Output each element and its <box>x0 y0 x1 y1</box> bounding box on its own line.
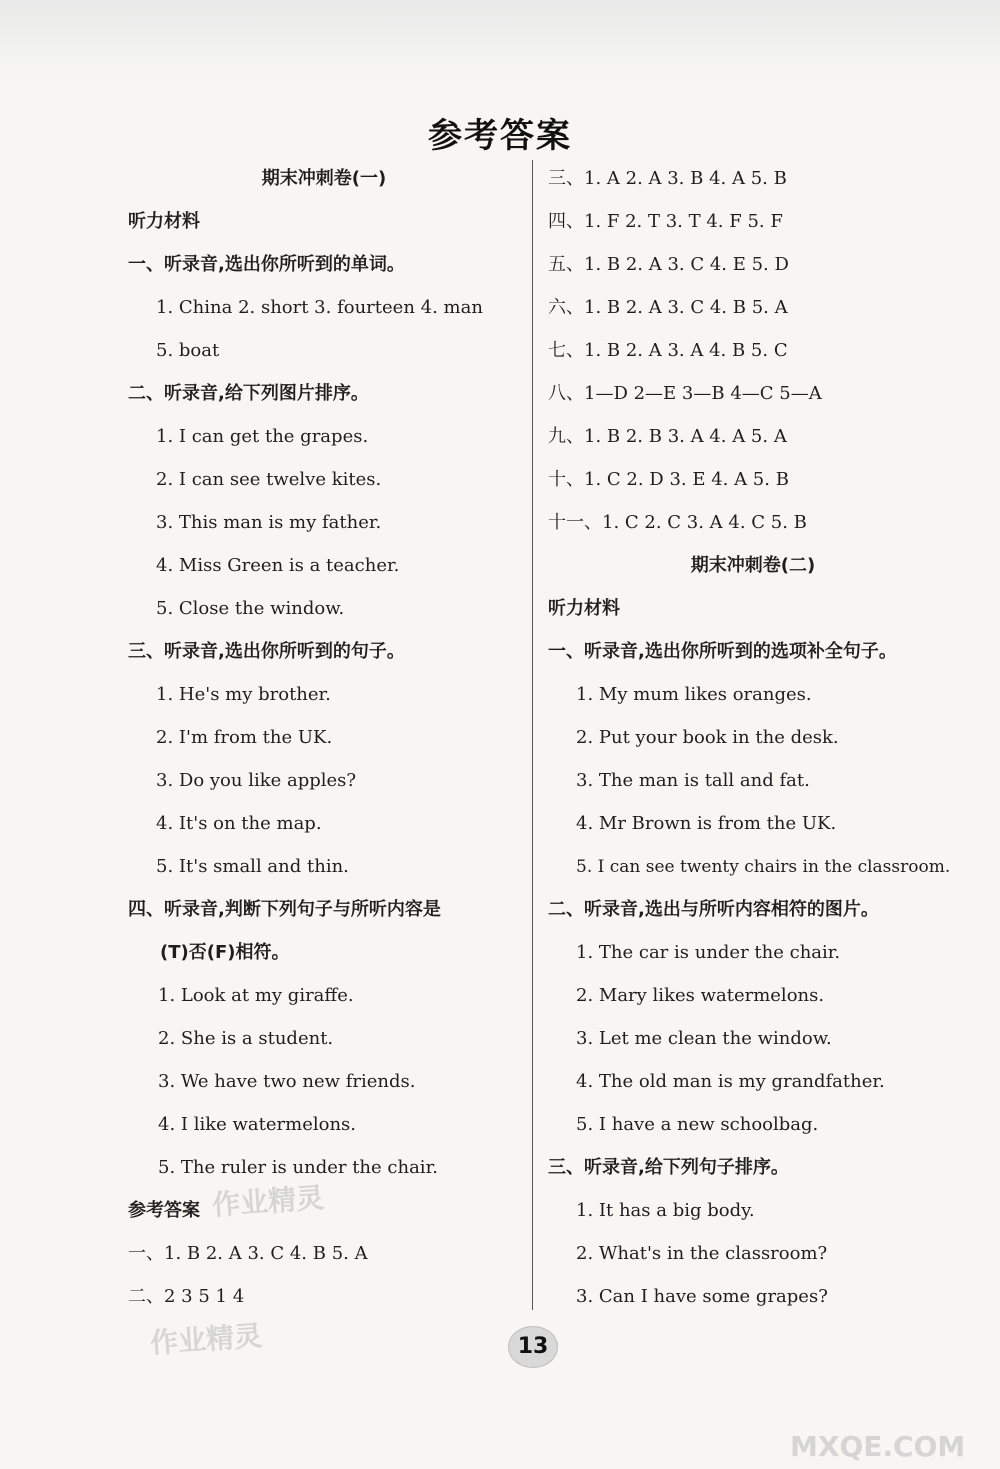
heading-listening: 听力材料 <box>128 211 200 232</box>
answer-line: 2. I can see twelve kites. <box>156 469 382 490</box>
answer-line: 3. Let me clean the window. <box>576 1028 832 1049</box>
answer-line: 1. China 2. short 3. fourteen 4. man <box>156 297 483 318</box>
answer-line: 1. The car is under the chair. <box>576 942 841 963</box>
section-title-1: 期末冲刺卷(一) <box>261 168 387 189</box>
answer-line: 十一、1. C 2. C 3. A 4. C 5. B <box>548 512 807 533</box>
answer-line: 3. Can I have some grapes? <box>576 1286 828 1307</box>
answer-line: 2. She is a student. <box>158 1028 334 1049</box>
answer-line: 一、1. B 2. A 3. C 4. B 5. A <box>128 1243 368 1264</box>
answer-line: 3. The man is tall and fat. <box>576 770 810 791</box>
answer-line: 2. Put your book in the desk. <box>576 727 839 748</box>
answer-line: 1. He's my brother. <box>156 684 331 705</box>
column-divider <box>532 160 533 1310</box>
question-heading: 一、听录音,选出你所听到的单词。 <box>128 254 405 275</box>
question-heading: 三、听录音,选出你所听到的句子。 <box>128 641 405 662</box>
page-title: 参考答案 <box>428 116 572 156</box>
answer-line: 5. It's small and thin. <box>156 856 349 877</box>
answer-line: 八、1—D 2—E 3—B 4—C 5—A <box>548 383 822 404</box>
section-title-2: 期末冲刺卷(二) <box>690 555 816 576</box>
answer-line: 2. I'm from the UK. <box>156 727 333 748</box>
answer-line: 十、1. C 2. D 3. E 4. A 5. B <box>548 469 789 490</box>
question-heading: 一、听录音,选出你所听到的选项补全句子。 <box>548 641 897 662</box>
answer-line: 3. Do you like apples? <box>156 770 357 791</box>
answer-line: 五、1. B 2. A 3. C 4. E 5. D <box>548 254 789 275</box>
answer-line: 1. I can get the grapes. <box>156 426 369 447</box>
question-heading: 三、听录音,给下列句子排序。 <box>548 1157 789 1178</box>
question-heading: 四、听录音,判断下列句子与所听内容是 <box>128 899 441 920</box>
answer-line: 二、2 3 5 1 4 <box>128 1286 245 1307</box>
question-heading-cont: (T)否(F)相符。 <box>160 942 290 963</box>
answer-line: 六、1. B 2. A 3. C 4. B 5. A <box>548 297 788 318</box>
answer-line: 4. I like watermelons. <box>158 1114 357 1135</box>
answer-line: 5. boat <box>156 340 220 361</box>
answer-line: 1. It has a big body. <box>576 1200 755 1221</box>
question-heading: 二、听录音,选出与所听内容相符的图片。 <box>548 899 879 920</box>
page-number: 13 <box>508 1326 558 1368</box>
watermark: MXQE.COM <box>790 1430 966 1463</box>
answer-line: 5. Close the window. <box>156 598 345 619</box>
answer-line: 1. Look at my giraffe. <box>158 985 354 1006</box>
answer-line: 九、1. B 2. B 3. A 4. A 5. A <box>548 426 787 447</box>
answer-line: 4. The old man is my grandfather. <box>576 1071 885 1092</box>
answer-line: 3. We have two new friends. <box>158 1071 416 1092</box>
answer-line: 5. I have a new schoolbag. <box>576 1114 819 1135</box>
scan-top-shadow <box>0 0 1000 80</box>
answer-line: 3. This man is my father. <box>156 512 382 533</box>
answer-line: 七、1. B 2. A 3. A 4. B 5. C <box>548 340 788 361</box>
heading-listening: 听力材料 <box>548 598 620 619</box>
answer-line: 4. It's on the map. <box>156 813 322 834</box>
answer-line: 4. Mr Brown is from the UK. <box>576 813 837 834</box>
answer-line: 4. Miss Green is a teacher. <box>156 555 400 576</box>
watermark: 作业精灵 <box>149 1319 264 1360</box>
answer-line: 1. My mum likes oranges. <box>576 684 812 705</box>
answer-line: 三、1. A 2. A 3. B 4. A 5. B <box>548 168 787 189</box>
answer-line: 2. Mary likes watermelons. <box>576 985 825 1006</box>
heading-answers: 参考答案 <box>128 1200 200 1221</box>
question-heading: 二、听录音,给下列图片排序。 <box>128 383 369 404</box>
answer-line: 四、1. F 2. T 3. T 4. F 5. F <box>548 211 783 232</box>
answer-line: 5. I can see twenty chairs in the classroom. <box>576 857 951 877</box>
watermark: 作业精灵 <box>211 1181 326 1222</box>
answer-line: 2. What's in the classroom? <box>576 1243 828 1264</box>
answer-line: 5. The ruler is under the chair. <box>158 1157 438 1178</box>
